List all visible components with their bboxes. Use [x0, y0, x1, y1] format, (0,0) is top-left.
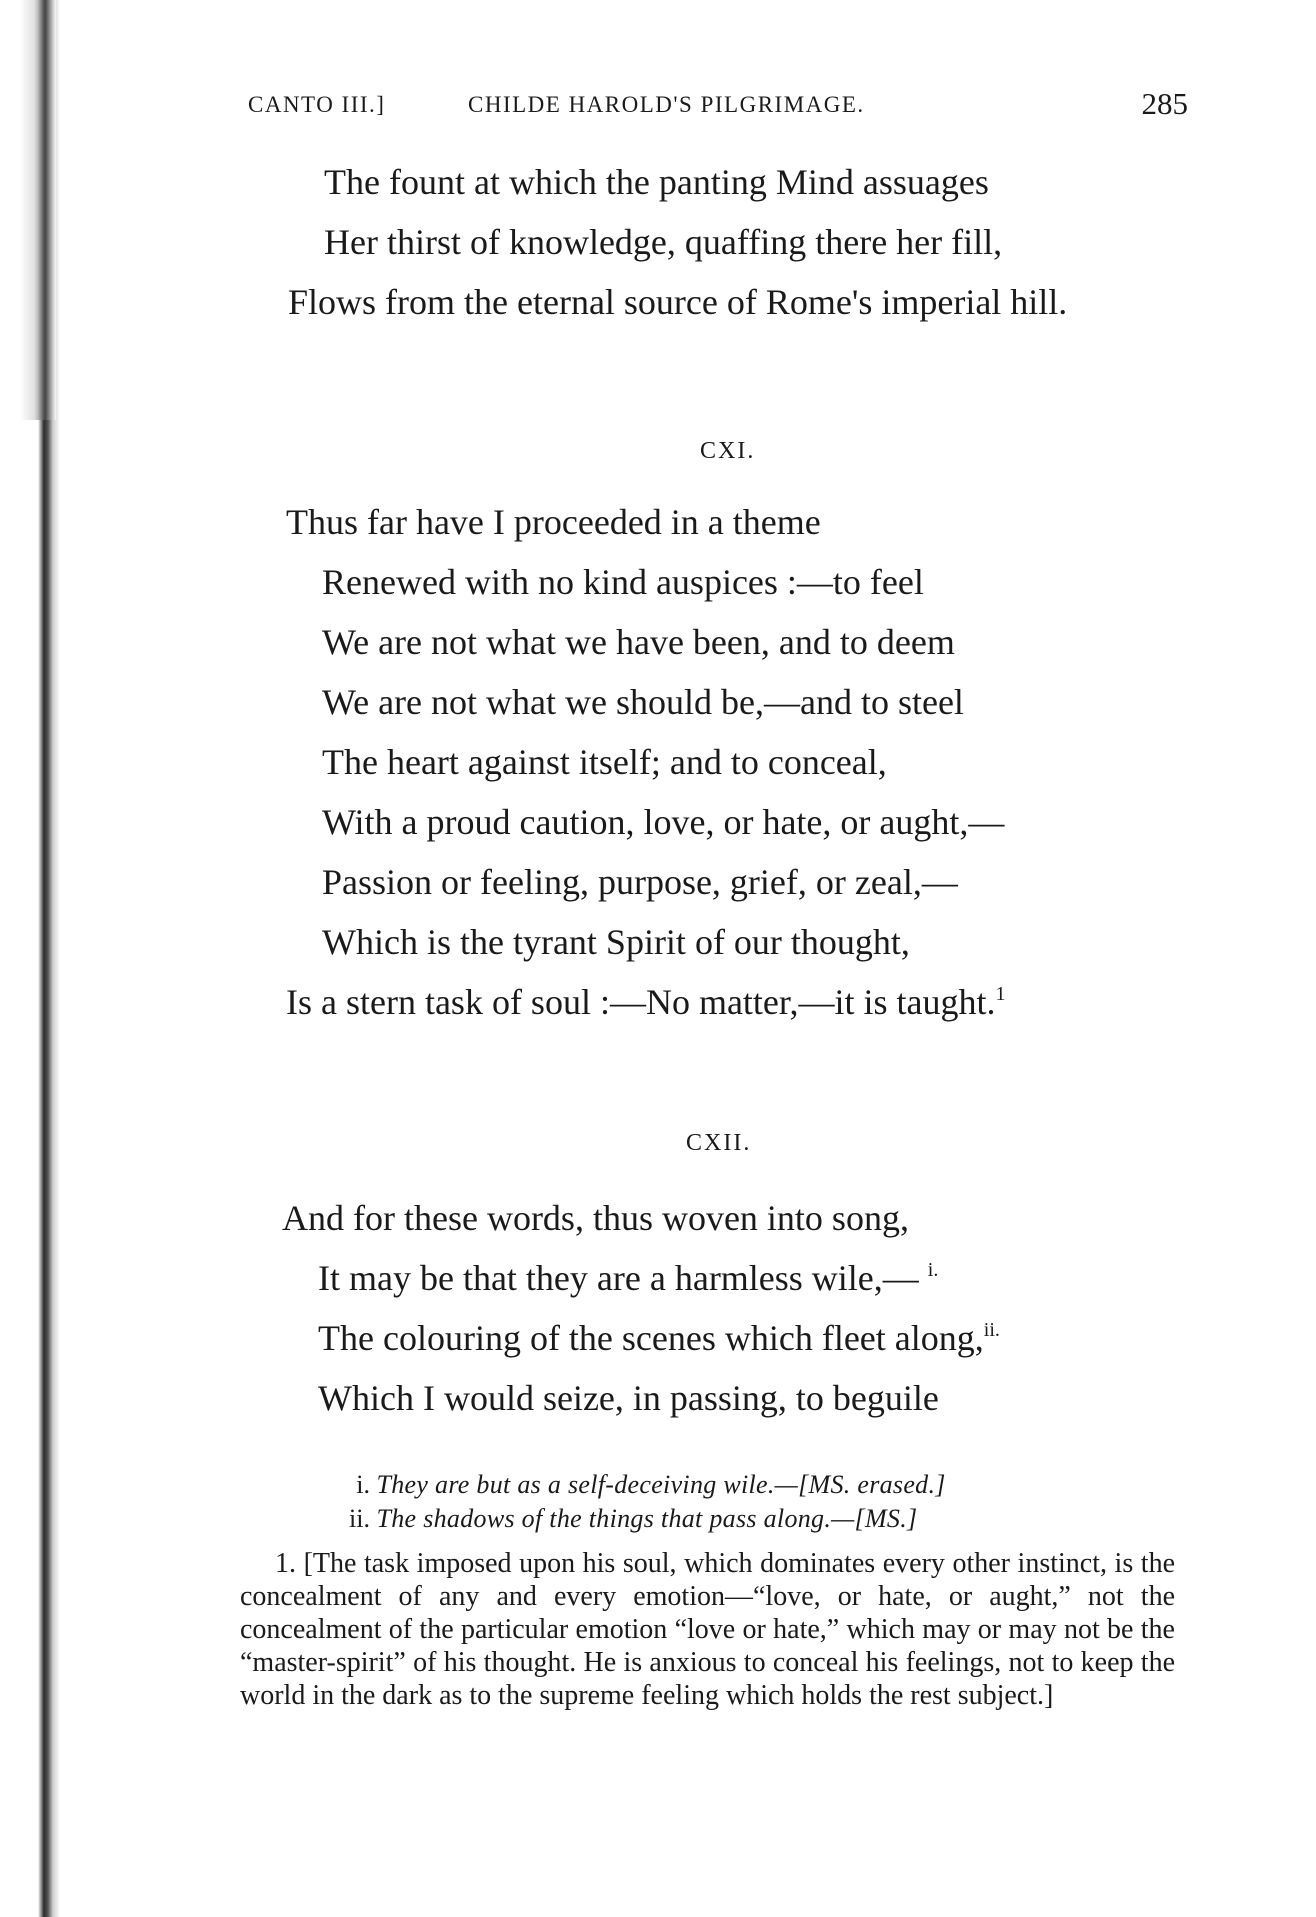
header-canto: CANTO III.] — [248, 92, 386, 117]
verse-line-text: Is a stern task of soul :—No matter,—it is taught. — [286, 982, 996, 1022]
verse-line-text: It may be that they are a harmless wile,— — [318, 1258, 919, 1298]
verse-line-with-variant — [282, 1308, 1000, 1368]
verse-line: Her thirst of knowledge, quaffing there her fill, — [324, 222, 1003, 262]
verse-line-with-variant — [282, 1248, 1000, 1308]
verse-line: The fount at which the panting Mind assuages — [324, 162, 989, 202]
variant-label: i. — [356, 1470, 370, 1499]
verse-line: The heart against itself; and to conceal, — [322, 742, 887, 782]
header-title: CHILDE HAROLD'S PILGRIMAGE. — [468, 92, 865, 117]
verse-line: And for these words, thus woven into song, — [282, 1198, 909, 1238]
verse-line-text: The colouring of the scenes which fleet along, — [318, 1318, 984, 1358]
variant-mark: ii. — [983, 1319, 1000, 1341]
stanza-cxi — [286, 492, 1005, 1032]
variant-text: They are but as a self-deceiving wile.—[MS. erased.] — [376, 1470, 946, 1499]
variant-mark: i. — [927, 1259, 939, 1281]
variant-item — [330, 1502, 946, 1536]
variant-readings — [330, 1468, 946, 1536]
verse-line: With a proud caution, love, or hate, or aught,— — [322, 802, 1005, 842]
verse-line: Which I would seize, in passing, to beguile — [318, 1378, 939, 1418]
verse-line: We are not what we should be,—and to steel — [322, 682, 964, 722]
running-header — [248, 86, 1188, 132]
footnote — [240, 1547, 1175, 1712]
stanza-continued — [288, 152, 1067, 332]
book-spine-edge — [20, 0, 56, 420]
verse-line: Renewed with no kind auspices :—to feel — [322, 562, 924, 602]
footnote-mark: 1 — [995, 983, 1006, 1005]
stanza-cxii — [282, 1188, 1000, 1428]
verse-line-with-footnote — [286, 972, 1005, 1032]
verse-line: Flows from the eternal source of Rome's imperial hill. — [288, 282, 1068, 322]
verse-line: We are not what we have been, and to deem — [322, 622, 955, 662]
variant-text: The shadows of the things that pass along.—[MS.] — [376, 1504, 918, 1533]
verse-line: Passion or feeling, purpose, grief, or zeal,— — [322, 862, 958, 902]
stanza-numeral-cxi: CXI. — [700, 438, 756, 464]
page-number: 285 — [1141, 86, 1188, 121]
variant-label: ii. — [349, 1504, 370, 1533]
verse-line: Thus far have I proceeded in a theme — [286, 502, 821, 542]
stanza-numeral-cxii: CXII. — [686, 1130, 752, 1156]
footnote-text: [The task imposed upon his soul, which dominates every other instinct, is the concealment of any and every emotion—“love, or hate, or aught,” not the concealment of the particular emotion “love or hate,” which may or may not be the “master-spirit” of his thought. He is anxious to conceal his feelings, not to keep the world in the dark as to the supreme feeling which holds the rest subject.] — [240, 1548, 1176, 1711]
variant-item — [330, 1468, 946, 1502]
footnote-number: 1. — [275, 1548, 296, 1579]
verse-line: Which is the tyrant Spirit of our thought, — [322, 922, 910, 962]
